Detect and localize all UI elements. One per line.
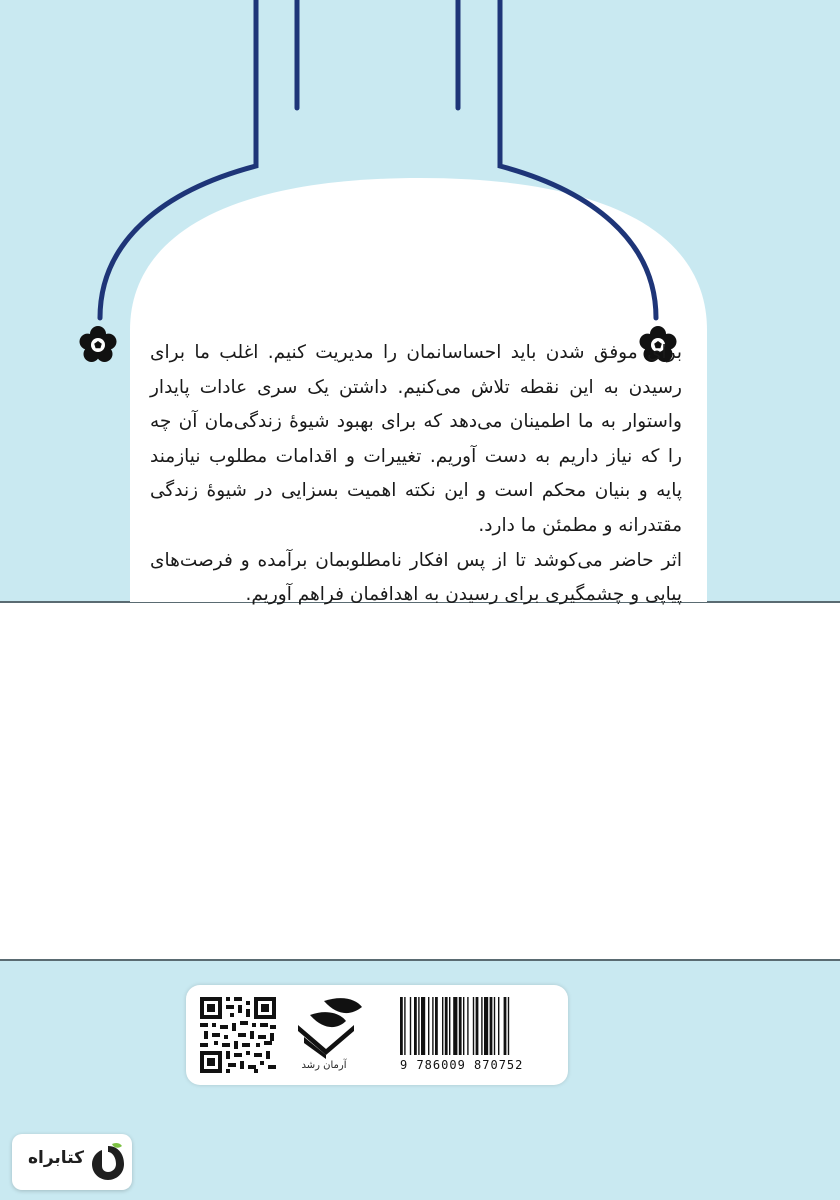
open-book-leaf-icon [298,998,362,1059]
blurb-paragraph-2: اثر حاضر می‌کوشد تا از پس افکار نامطلوبمان برآمده و فرصت‌های پیاپی و چشمگیری برای رسیدن به اهدافمان فراهم آوریم. [150,549,682,606]
blurb-paragraph-1: برای موفق شدن باید احساسانمان را مدیریت کنیم. اغلب ما برای رسیدن به این نقطه تلاش می‌کنیم. داشتن یک سری عادات پایدار واستوار به ما اطمینان می‌دهد که برای بهبود شیوهٔ زندگی‌مان آن چه را که نیاز داریم به دست آوریم. تغییرات و اقدامات مطلوب نیازمند پایه و بنیان محکم است و این نکته اهمیت بسزایی در شیوهٔ زندگی مقتدرانه و مطمئن ما دارد. [150,342,682,536]
watermark-badge [12,1134,132,1190]
ketabrah-logo-icon [90,1142,126,1182]
publisher-name: آرمان رشد [301,1060,347,1071]
qr-code-icon [200,997,276,1073]
middle-background [0,603,840,959]
watermark-brand-name: کتابراه [27,1148,85,1168]
blurb-text [150,336,682,613]
isbn-number: 9 786009 870752 [400,1058,524,1072]
